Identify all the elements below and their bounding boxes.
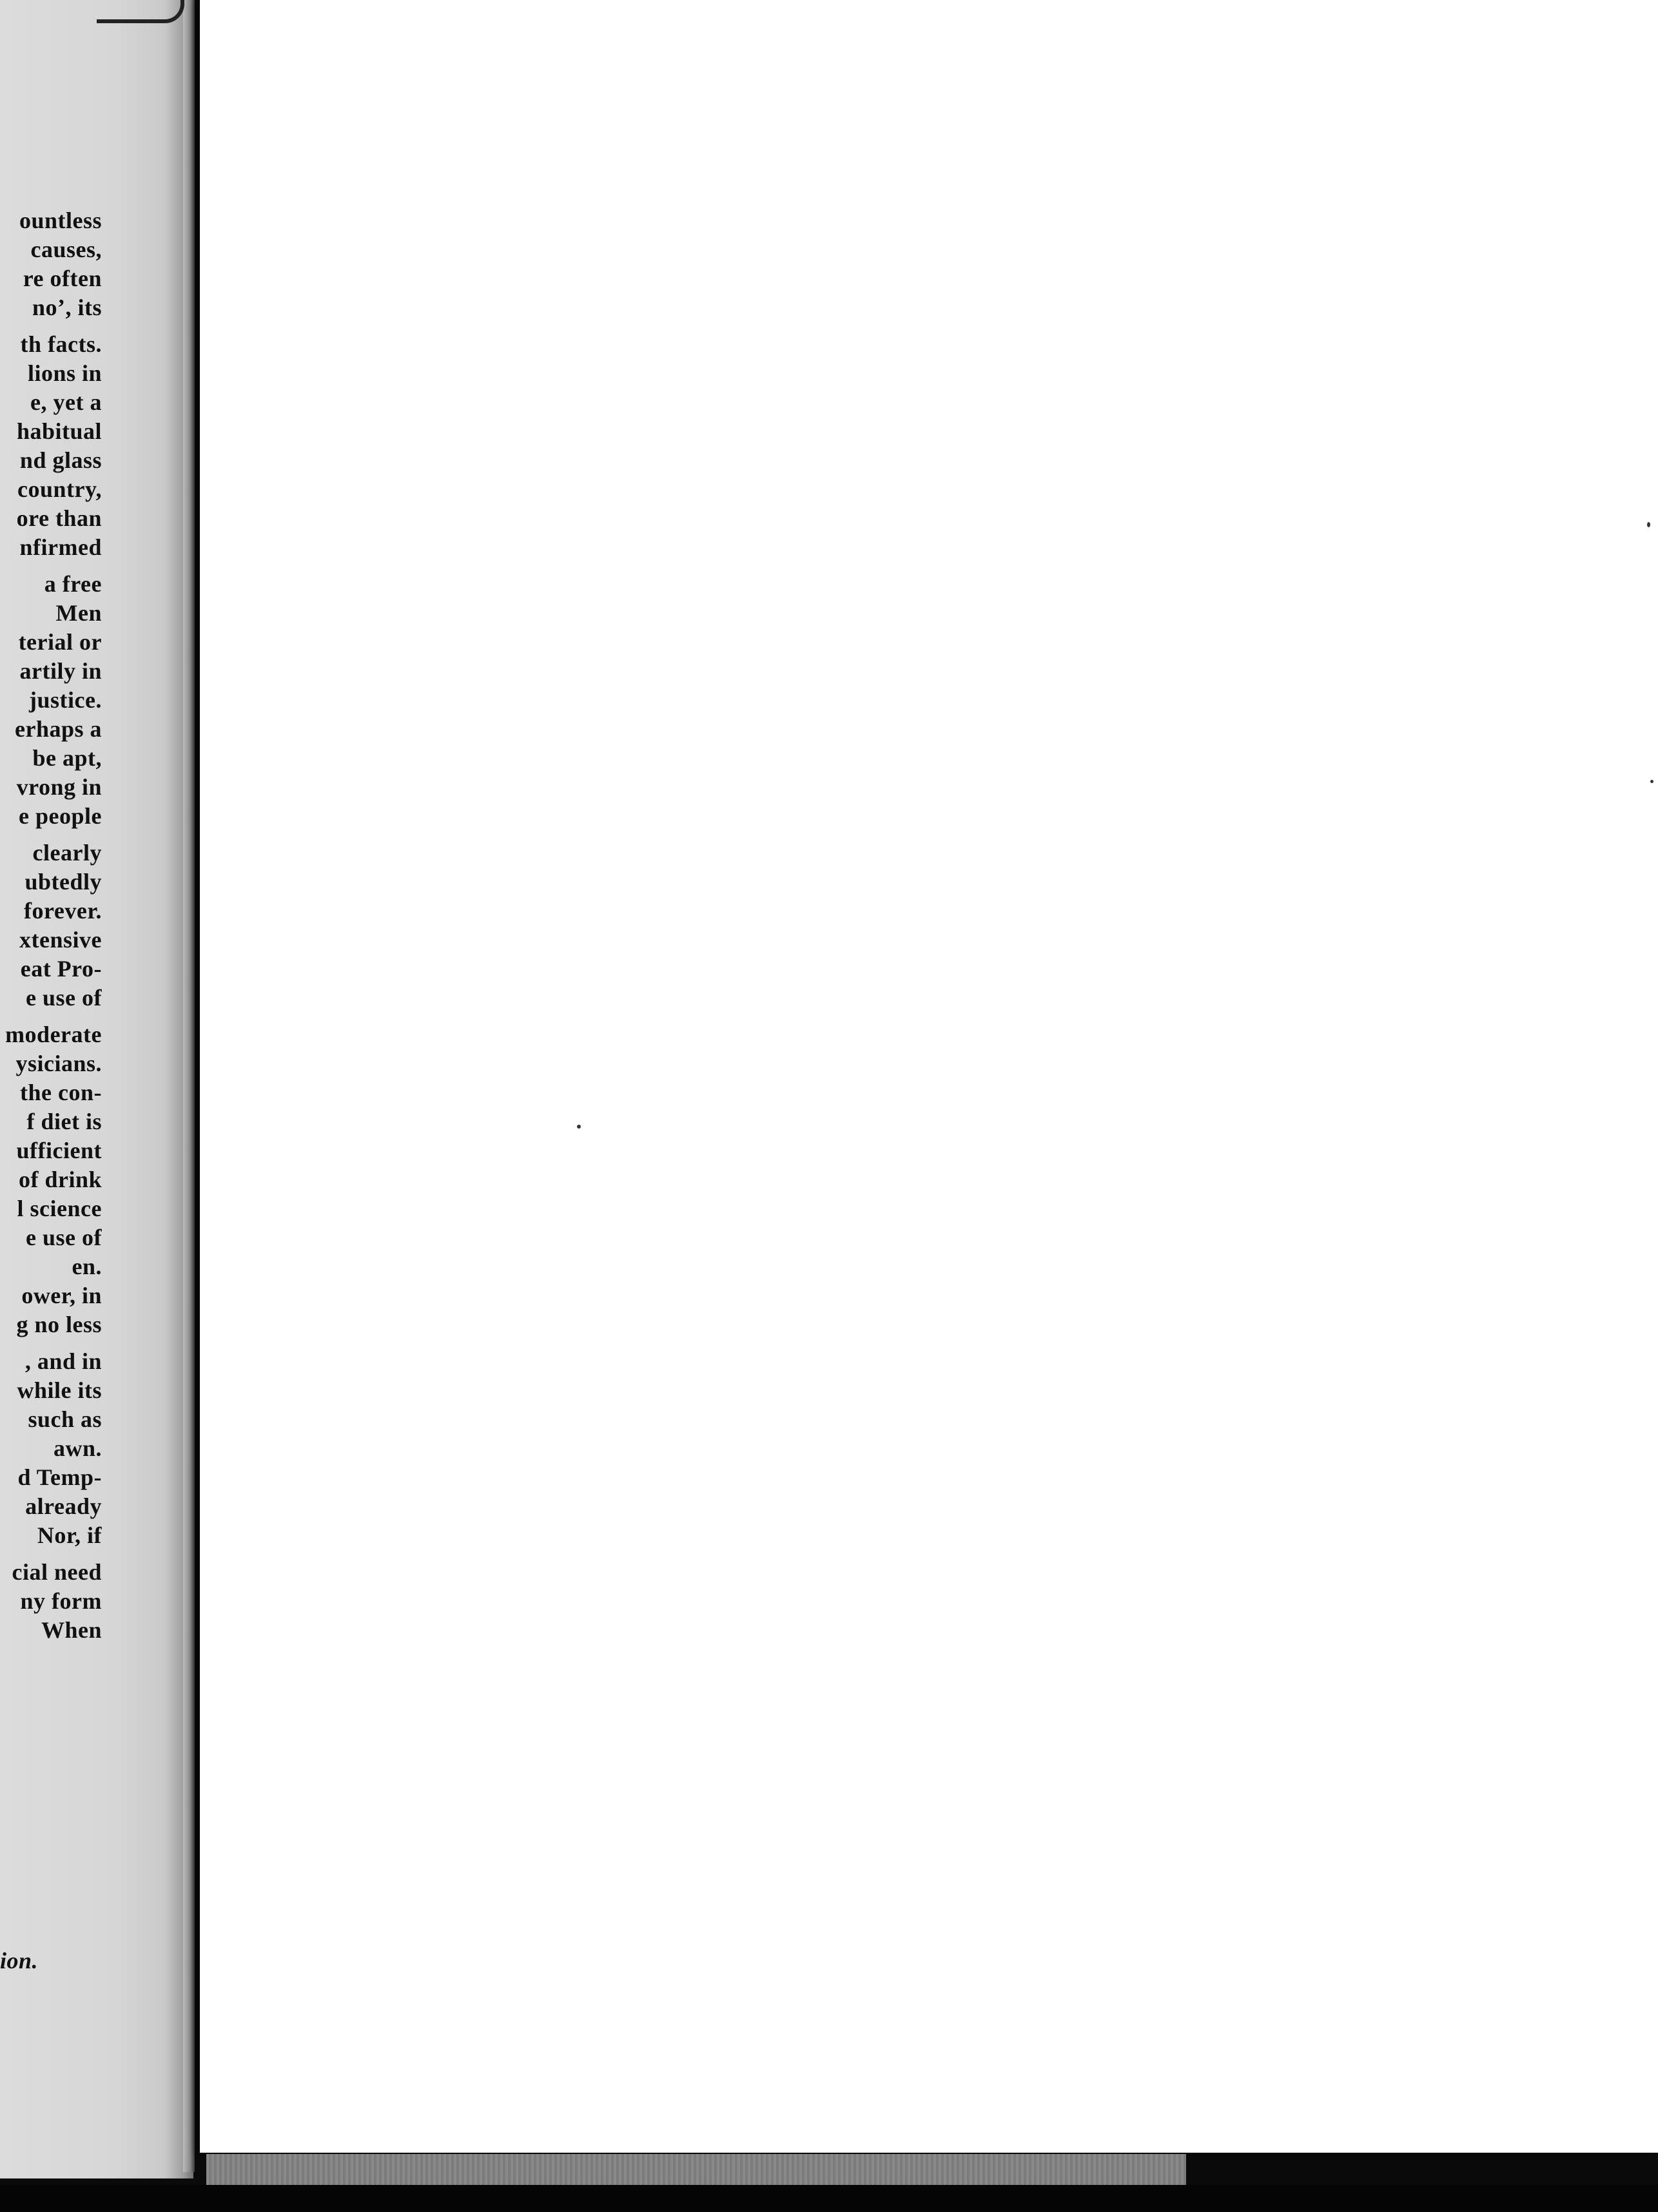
text-line: moderate [5, 1022, 102, 1047]
text-line: ower, in [21, 1283, 102, 1308]
closing-text-fragment: ion. [0, 1948, 39, 1974]
text-line: artily in [19, 658, 102, 684]
text-line: forever. [24, 898, 102, 924]
text-line: e use of [26, 1225, 102, 1250]
text-line: e people [19, 803, 102, 829]
text-line: such as [28, 1406, 102, 1432]
text-line: Men [55, 600, 102, 626]
text-line: ountless [19, 208, 102, 233]
binding-band [206, 2154, 1186, 2185]
left-page-closing [0, 1946, 102, 1975]
page-edge [183, 0, 195, 2172]
text-line: awn. [53, 1435, 102, 1461]
top-binding-mark [97, 0, 184, 23]
text-line: nd glass [19, 447, 102, 473]
page-speck [1647, 522, 1650, 527]
text-line: xtensive [19, 927, 102, 953]
text-line: g no less [16, 1312, 102, 1337]
text-line: re often [23, 266, 102, 291]
text-line: lions in [27, 360, 102, 386]
scan-bottom-border [0, 2185, 1658, 2212]
text-line: l science [17, 1196, 102, 1221]
text-line: f diet is [26, 1109, 102, 1134]
right-page-blank [200, 0, 1658, 2153]
text-line: d Temp- [17, 1464, 102, 1490]
text-line: Nor, if [37, 1522, 102, 1548]
text-line: ysicians. [15, 1051, 102, 1076]
left-page-text-column [0, 206, 102, 1645]
text-line: When [41, 1617, 102, 1643]
text-line: ny form [20, 1588, 102, 1614]
text-line: the con- [20, 1080, 102, 1105]
text-line: nfirmed [19, 534, 102, 560]
text-line: while its [17, 1377, 102, 1403]
text-line: en. [72, 1254, 102, 1279]
text-line: erhaps a [14, 716, 102, 742]
text-line: a free [44, 571, 102, 597]
text-line: ore than [16, 505, 102, 531]
page-speck [577, 1125, 581, 1129]
text-line: justice. [29, 687, 102, 713]
text-line: causes, [30, 237, 102, 262]
text-line: e use of [26, 985, 102, 1011]
text-line: ubtedly [24, 869, 102, 895]
text-line: habitual [16, 418, 102, 444]
text-line: of drink [18, 1167, 102, 1192]
text-line: clearly [32, 840, 102, 866]
text-line: terial or [18, 629, 102, 655]
text-line: , and in [24, 1348, 102, 1374]
text-line: ufficient [16, 1138, 102, 1163]
text-line: eat Pro- [20, 956, 102, 982]
text-line: noʼ, its [32, 295, 102, 320]
text-line: th facts. [20, 331, 102, 357]
text-line: be apt, [32, 745, 102, 771]
text-line: cial need [12, 1559, 102, 1585]
text-line: vrong in [16, 774, 102, 800]
text-line: e, yet a [30, 389, 102, 415]
text-line: already [25, 1493, 102, 1519]
text-line: country, [17, 476, 102, 502]
page-speck [1650, 780, 1653, 783]
